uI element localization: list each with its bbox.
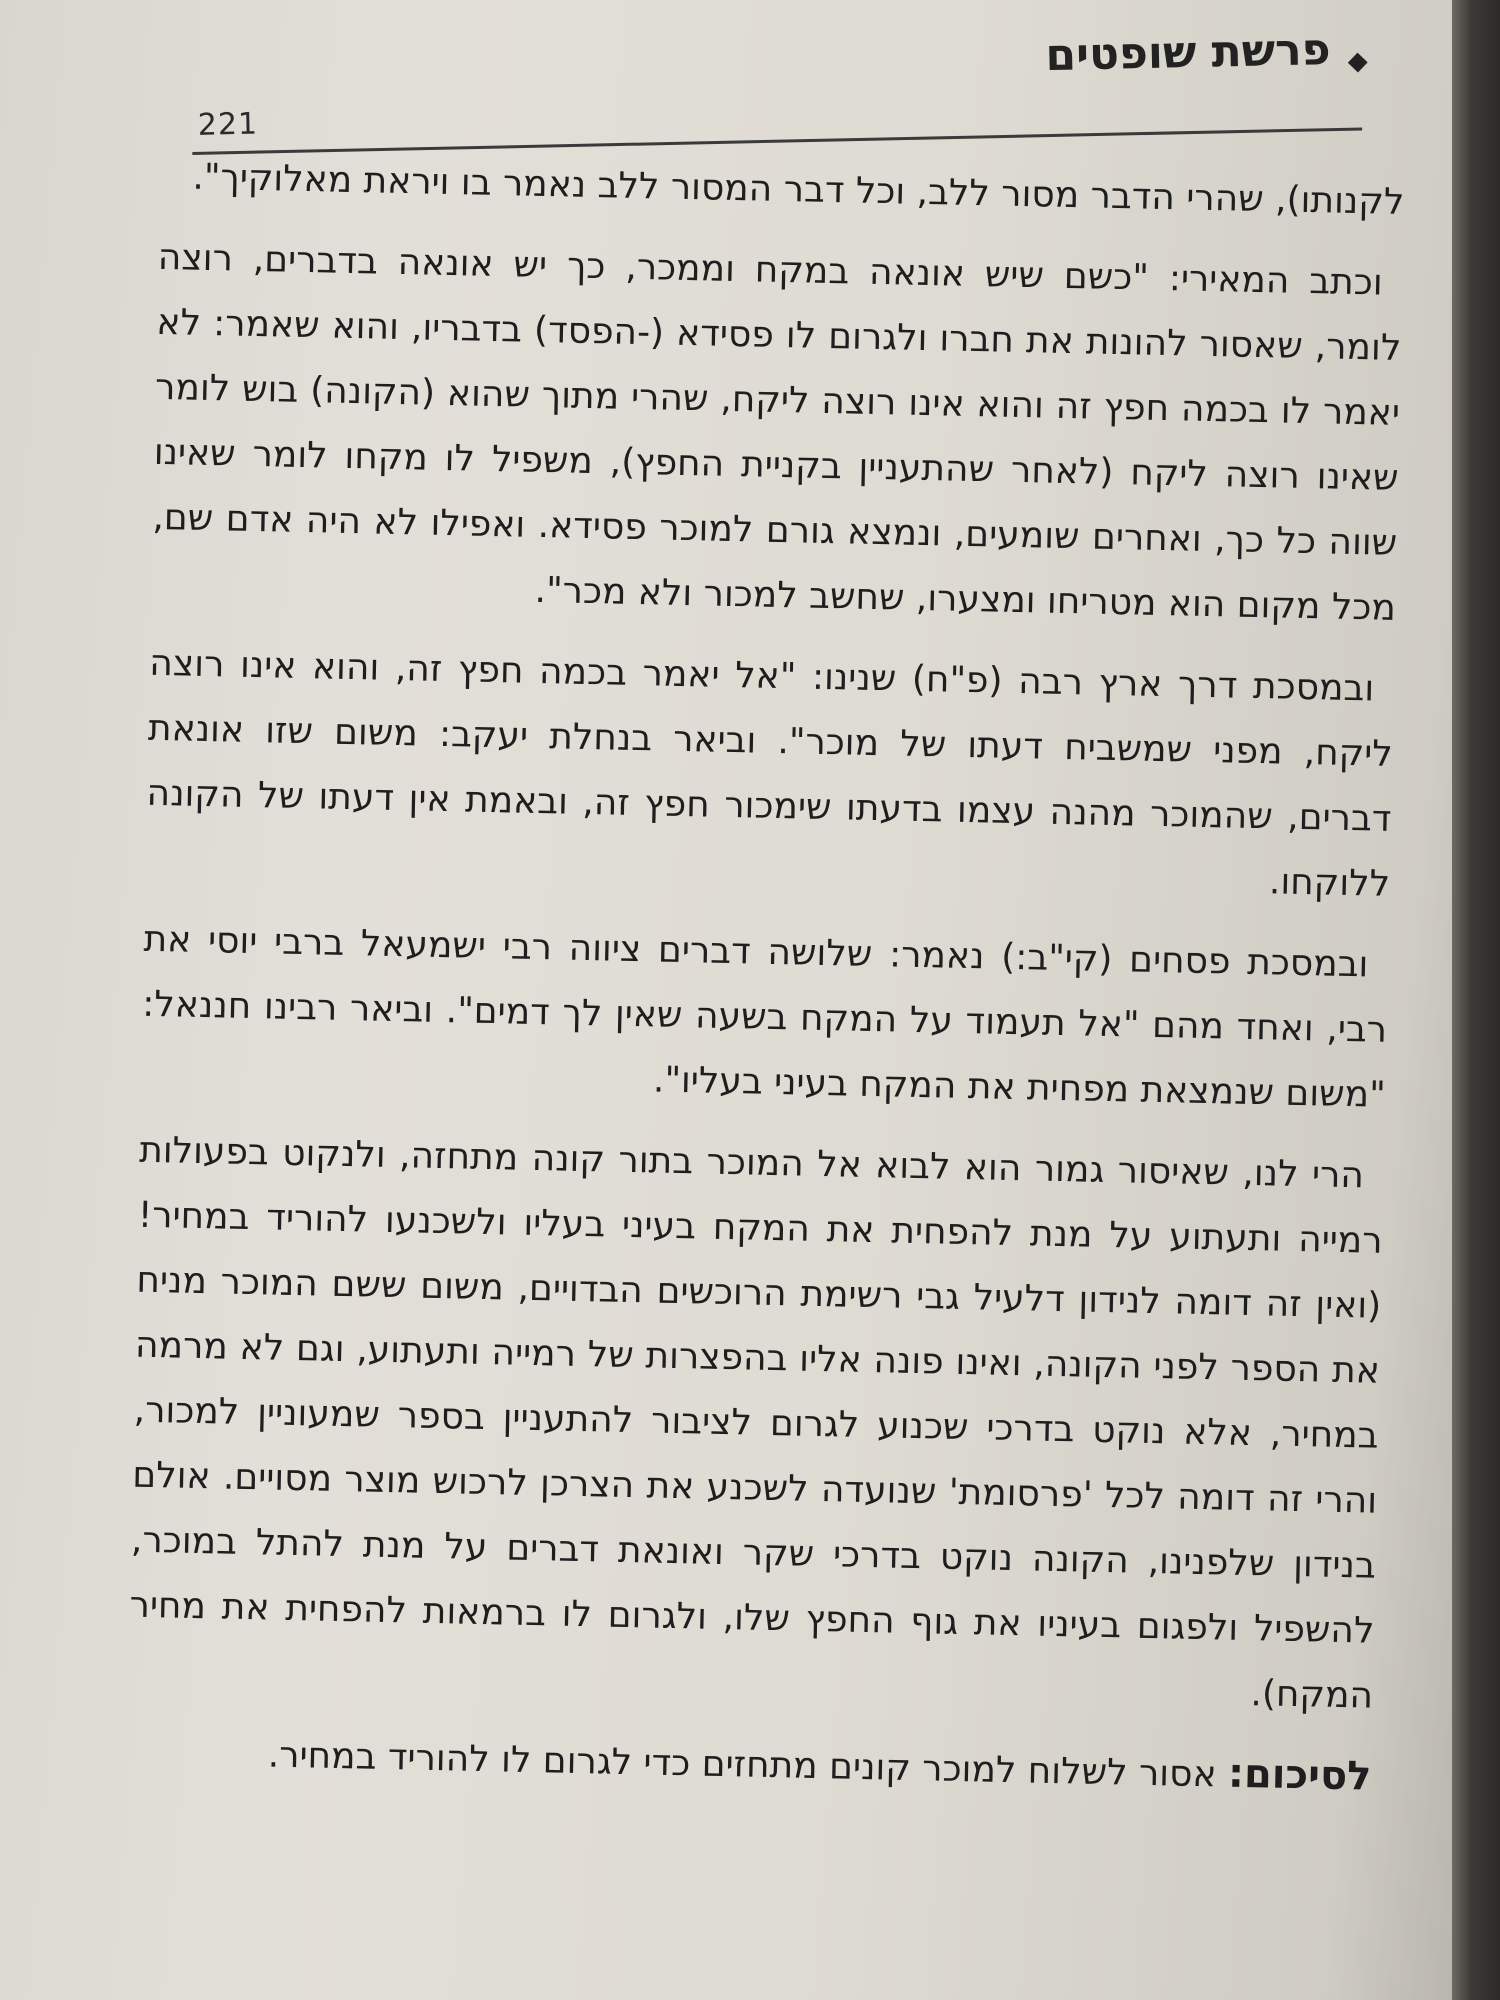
paragraph-1: לקנותו), שהרי הדבר מסור ללב, וכל דבר המסור ללב נאמר בו ויראת מאלוקיך". [192, 156, 1405, 223]
page-number: 221 [197, 106, 259, 143]
paragraph-2: וכתב המאירי: "כשם שיש אונאה במקח וממכר, כך יש אונאה בדברים, רוצה לומר, שאסור להונות את חברו ולגרום לו פסידא (-הפסד) בדבריו, והוא שאמר: לא יאמר לו בכמה חפץ זה והוא אינו רוצה ליקח, שהרי מתוך שהוא (הקונה) בוש לומר שאינו רוצה ליקח (לאחר שהתעניין בקניית החפץ), משפיל לו מקחו לומר שאינו שווה כל כך, ואחרים שומעים, ונמצא גורם למוכר פסידא. ואפילו לא היה אדם שם, מכל מקום הוא מטריחו ומצערו, שחשב למכור ולא מכר". [152, 236, 1402, 629]
running-head: פרשת שופטים [1044, 24, 1331, 82]
book-spine [1452, 0, 1500, 2000]
body-text [126, 144, 1405, 1827]
paragraph-5: הרי לנו, שאיסור גמור הוא לבוא אל המוכר בתור קונה מתחזה, ולנקוט בפעולות רמייה ותעתוע על מנת להפחית את המקח בעיני בעליו ולשכנעו להוריד במחיר! (ואין זה דומה לנידון דלעיל גבי רשימת הרוכשים הבדויים, משום ששם המוכר מניח את הספר לפני הקונה, ואינו פונה אליו בהפצרות של רמייה ותעתוע, וגם לא מרמה במחיר, אלא נוקט בדרכי שכנוע לגרום לציבור להתעניין בספר שמעוניין למכור, והרי זה דומה לכל 'פרסומת' שנועדה לשכנע את הצרכן לרכוש מוצר מסויים. אולם בנידון שלפנינו, הקונה נוקט בדרכי שקר ואונאת דברים על מנת להתל במוכר, להשפיל ולפגום בעיניו את גוף החפץ שלו, ולגרום לו ברמאות להפחית את מחיר המקח). [129, 1129, 1383, 1717]
summary-paragraph [126, 1719, 1372, 1811]
summary-label: לסיכום: [1227, 1750, 1372, 1800]
page-header [190, 15, 1372, 160]
paragraph-4: ובמסכת פסחים (קי"ב:) נאמר: שלושה דברים ציווה רבי ישמעאל ברבי יוסי את רבי, ואחד מהם "אל תעמוד על המקח בשעה שאין לך דמים". וביאר רבינו חננאל: "משום שנמצאת מפחית את המקח בעיני בעליו". [141, 918, 1388, 1116]
diamond-icon [1348, 53, 1368, 73]
paragraph-3: ובמסכת דרך ארץ רבה (פ"ח) שנינו: "אל יאמר בכמה חפץ זה, והוא אינו רוצה ליקח, מפני שמשביח דעתו של מוכר". וביאר בנחלת יעקב: משום שזו אונאת דברים, שהמוכר מהנה עצמו בדעתו שימכור חפץ זה, ובאמת אין דעתו של הקונה ללוקחו. [146, 642, 1394, 905]
summary-text: אסור לשלוח למוכר קונים מתחזים כדי לגרום לו להוריד במחיר. [267, 1734, 1229, 1796]
